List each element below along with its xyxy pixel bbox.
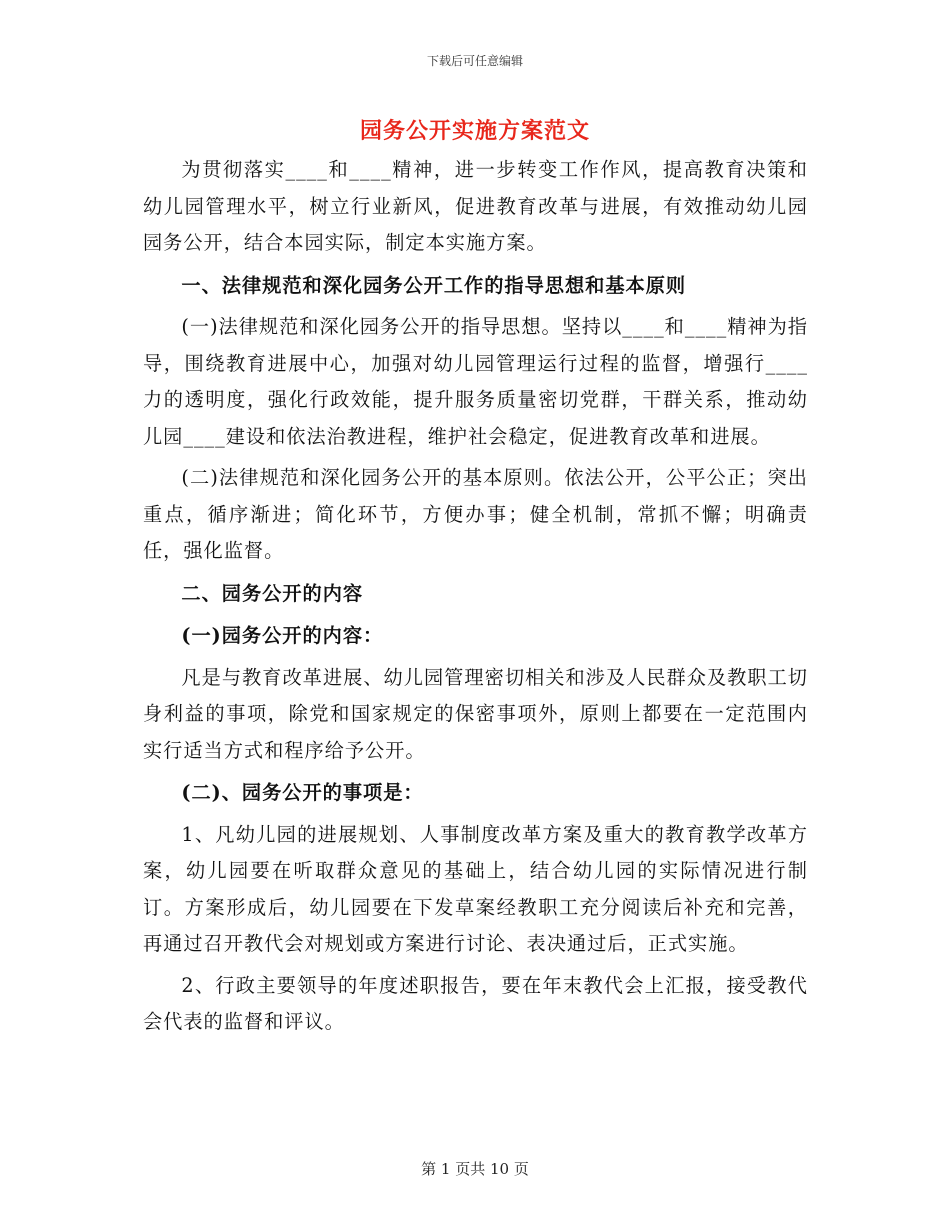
page-footer: 第 1 页共 10 页: [421, 1160, 529, 1178]
subsection-heading: (二)、园务公开的事项是：: [181, 781, 424, 804]
subsection-heading: (一)园务公开的内容：: [181, 624, 384, 647]
page-header: 下载后可任意编辑: [426, 54, 523, 68]
body-paragraph: (二)法律规范和深化园务公开的基本原则。依法公开，公平公正；突出重点，循序渐进；简化环节，方便办事；健全机制，常抓不懈；明确责任，强化监督。: [143, 466, 808, 562]
document-body: [143, 152, 808, 1041]
body-paragraph: 凡是与教育改革进展、幼儿园管理密切相关和涉及人民群众及教职工切身利益的事项，除党和国家规定的保密事项外，原则上都要在一定范围内实行适当方式和程序给予公开。: [143, 665, 808, 762]
section-heading-1: 一、法律规范和深化园务公开工作的指导思想和基本原则: [181, 273, 687, 297]
intro-paragraph: 为贯彻落实____和____精神，进一步转变工作作风，提高教育决策和幼儿园管理水平，树立行业新风，促进教育改革与进展，有效推动幼儿园园务公开，结合本园实际，制定本实施方案。: [143, 158, 808, 254]
body-paragraph: (一)法律规范和深化园务公开的指导思想。坚持以____和____精神为指导，围绕教育进展中心，加强对幼儿园管理运行过程的监督，增强行____力的透明度，强化行政效能，提升服务质量密切党群，干群关系，推动幼儿园____建设和依法治教进程，维护社会稳定，促进教育改革和进展。: [143, 315, 808, 448]
list-item: 1、凡幼儿园的进展规划、人事制度改革方案及重大的教育教学改革方案，幼儿园要在听取群众意见的基础上，结合幼儿园的实际情况进行制订。方案形成后，幼儿园要在下发草案经教职工充分阅读后补充和完善，再通过召开教代会对规划或方案进行讨论、表决通过后，正式实施。: [143, 822, 808, 955]
section-heading-2: 二、园务公开的内容: [181, 581, 364, 605]
document-title: 园务公开实施方案范文: [359, 118, 590, 144]
list-item: 2、行政主要领导的年度述职报告，要在年末教代会上汇报，接受教代会代表的监督和评议。: [143, 973, 808, 1033]
